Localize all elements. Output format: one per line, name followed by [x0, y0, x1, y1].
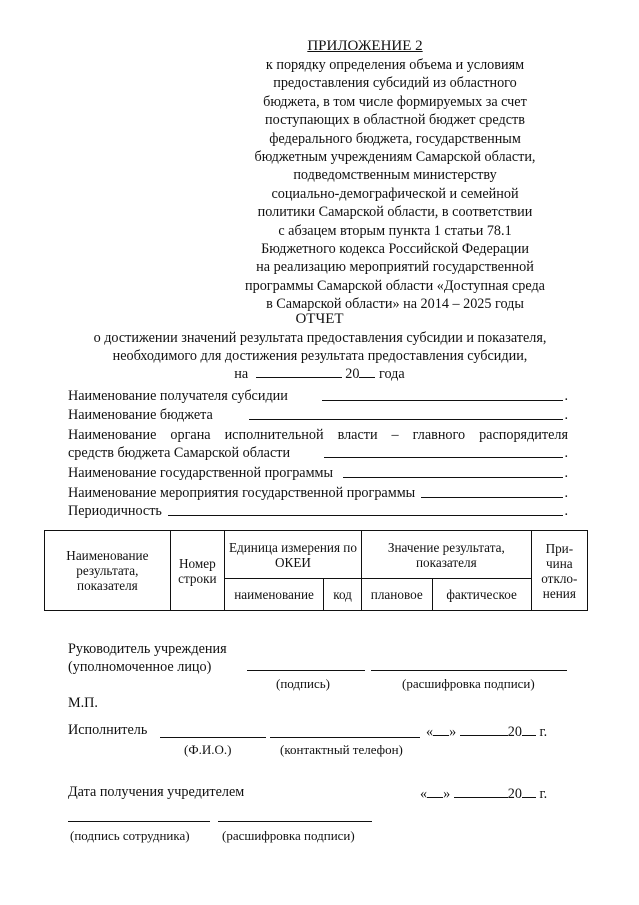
event-input[interactable]: [421, 496, 563, 498]
employee-signature-line[interactable]: [68, 821, 210, 822]
field-dot: .: [564, 503, 568, 519]
receipt-day-blank[interactable]: [427, 784, 443, 798]
field-dot: .: [564, 445, 568, 461]
appendix-title: ПРИЛОЖЕНИЕ 2: [307, 38, 423, 54]
periodicity-input[interactable]: [168, 514, 564, 516]
year-prefix: 20: [507, 724, 522, 740]
appendix-line: к порядку определения объема и условиям: [265, 57, 525, 73]
employee-decoding-line[interactable]: [218, 821, 372, 822]
report-table: [44, 530, 588, 611]
employee-signature-caption: (подпись сотрудника): [70, 828, 190, 843]
table-header-row: [45, 531, 588, 579]
budget-label: Наименование бюджета: [68, 407, 213, 423]
report-subtitle: [60, 329, 580, 365]
appendix-line: Бюджетного кодекса Российской Федерации: [261, 241, 529, 258]
appendix-description: [230, 56, 560, 314]
appendix-line: предоставления субсидий из областного: [273, 75, 517, 92]
receipt-date-label: Дата получения учредителем: [68, 784, 245, 800]
budget-input[interactable]: [249, 418, 564, 420]
header-reason: При-чина откло-нения: [531, 531, 587, 611]
report-title: ОТЧЕТ: [295, 311, 344, 327]
periodicity-field: [68, 500, 568, 520]
event-label: Наименование мероприятия государственной программы: [68, 485, 416, 501]
year-suffix: г.: [539, 724, 548, 740]
receipt-date: [420, 784, 547, 803]
recipient-label: Наименование получателя субсидии: [68, 388, 288, 404]
program-label: Наименование государственной программы: [68, 465, 334, 481]
stamp-label: М.П.: [68, 695, 98, 711]
header-name: Наименование результата, показателя: [45, 531, 171, 611]
header-value: Значение результата, показателя: [361, 531, 531, 579]
date-prefix: на: [234, 366, 249, 382]
appendix-line: бюджета, в том числе формируемых за счет: [263, 93, 527, 110]
signature-caption: (подпись): [276, 676, 330, 691]
header-unit: Единица измерения по ОКЕИ: [224, 531, 361, 579]
authority-input[interactable]: [324, 456, 563, 458]
authority-field-line2: [68, 442, 568, 462]
quote-open: «: [420, 786, 428, 802]
appendix-line: программы Самарской области «Доступная среда: [245, 277, 545, 294]
appendix-line: с абзацем вторым пункта 1 статьи 78.1: [278, 222, 512, 239]
event-field: [68, 482, 568, 502]
appendix-line: социально-демографической и семейной: [271, 185, 519, 202]
executor-date: [426, 722, 547, 741]
head-label-line2: (уполномоченное лицо): [68, 659, 212, 675]
budget-field: [68, 404, 568, 424]
appendix-line: в Самарской области» на 2014 – 2025 годы: [266, 296, 524, 313]
field-dot: .: [564, 407, 568, 423]
header-planned: плановое: [361, 579, 432, 611]
appendix-line: на реализацию мероприятий государственной: [256, 259, 534, 276]
date-suffix: года: [379, 366, 405, 382]
receipt-year-blank[interactable]: [522, 784, 536, 798]
program-field: [68, 462, 568, 482]
field-dot: .: [564, 485, 568, 501]
head-signature-line[interactable]: [247, 670, 365, 671]
year-prefix: 20: [507, 786, 522, 802]
executor-month-blank[interactable]: [460, 722, 508, 736]
quote-close: »: [449, 724, 457, 740]
executor-fio-line[interactable]: [160, 737, 266, 738]
recipient-input[interactable]: [322, 399, 564, 401]
field-dot: .: [564, 465, 568, 481]
report-subtitle-line: о достижении значений результата предоставления субсидии и показателя,: [93, 330, 547, 346]
program-input[interactable]: [343, 476, 563, 478]
appendix-line: политики Самарской области, в соответствии: [257, 204, 533, 221]
field-dot: .: [564, 388, 568, 404]
head-decoding-line[interactable]: [371, 670, 567, 671]
recipient-field: [68, 385, 568, 405]
header-unit-name: наименование: [224, 579, 323, 611]
year-suffix: г.: [539, 786, 548, 802]
executor-label: Исполнитель: [68, 722, 148, 738]
executor-year-blank[interactable]: [522, 722, 536, 736]
year-blank[interactable]: [359, 364, 375, 378]
date-blank[interactable]: [256, 364, 342, 378]
appendix-line: бюджетным учреждениям Самарской области,: [254, 149, 536, 166]
receipt-month-blank[interactable]: [454, 784, 508, 798]
executor-phone-line[interactable]: [270, 737, 420, 738]
quote-close: »: [443, 786, 451, 802]
phone-caption: (контактный телефон): [280, 742, 403, 757]
head-signature-label: [68, 640, 227, 676]
header-actual: фактическое: [432, 579, 531, 611]
report-subtitle-line: необходимого для достижения результата предоставления субсидии,: [112, 348, 528, 364]
date-year: 20: [345, 366, 360, 382]
decoding-caption: (расшифровка подписи): [402, 676, 535, 691]
head-label-line1: Руководитель учреждения: [68, 641, 227, 657]
authority-label-line2: средств бюджета Самарской области: [68, 445, 291, 461]
executor-day-blank[interactable]: [433, 722, 449, 736]
periodicity-label: Периодичность: [68, 503, 162, 519]
appendix-line: подведомственным министерству: [293, 167, 497, 184]
authority-label-line1: Наименование органа исполнительной власти – главного распорядителя: [68, 427, 568, 443]
header-row-number: Номер строки: [170, 531, 224, 611]
appendix-line: федерального бюджета, государственным: [269, 130, 521, 147]
report-date-line: [0, 364, 639, 383]
fio-caption: (Ф.И.О.): [184, 742, 232, 757]
header-unit-code: код: [324, 579, 362, 611]
quote-open: «: [426, 724, 434, 740]
appendix-line: поступающих в областной бюджет средств: [265, 112, 525, 129]
employee-decoding-caption: (расшифровка подписи): [222, 828, 355, 843]
